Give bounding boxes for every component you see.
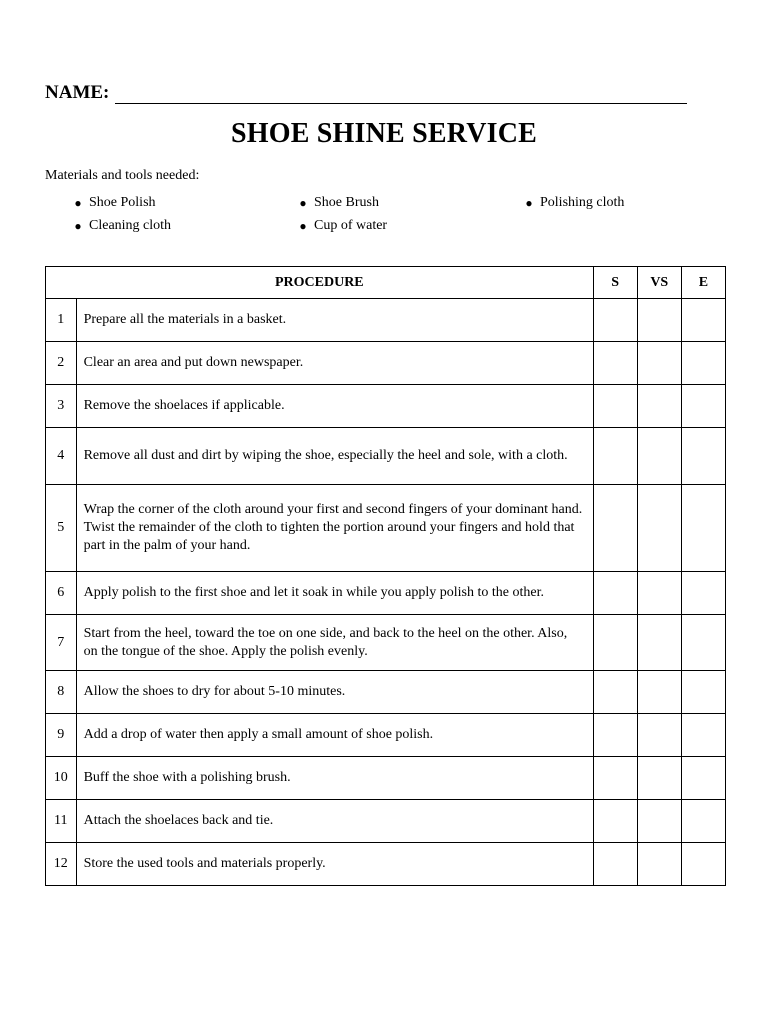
step-number: 2 — [46, 342, 77, 385]
cell-s[interactable] — [593, 671, 637, 714]
step-text: Clear an area and put down newspaper. — [76, 342, 593, 385]
step-text: Allow the shoes to dry for about 5-10 minutes. — [76, 671, 593, 714]
material-item: ● Polishing cloth — [518, 191, 624, 214]
table-row — [46, 615, 726, 671]
material-item: ● Cup of water — [292, 214, 387, 237]
step-number: 1 — [46, 299, 77, 342]
cell-e[interactable] — [681, 385, 725, 428]
step-text: Store the used tools and materials properly. — [76, 843, 593, 886]
table-row — [46, 385, 726, 428]
table-row — [46, 714, 726, 757]
step-number: 10 — [46, 757, 77, 800]
materials-column-2 — [292, 191, 387, 237]
step-text: Attach the shoelaces back and tie. — [76, 800, 593, 843]
material-item: ● Shoe Brush — [292, 191, 387, 214]
cell-e[interactable] — [681, 428, 725, 485]
material-item: ● Shoe Polish — [67, 191, 171, 214]
step-number: 4 — [46, 428, 77, 485]
cell-vs[interactable] — [637, 757, 681, 800]
bullet-icon: ● — [74, 195, 82, 210]
cell-vs[interactable] — [637, 714, 681, 757]
table-row — [46, 800, 726, 843]
cell-s[interactable] — [593, 843, 637, 886]
cell-e[interactable] — [681, 757, 725, 800]
header-e: E — [681, 267, 725, 299]
step-number: 5 — [46, 485, 77, 572]
table-header-row — [46, 267, 726, 299]
step-number: 7 — [46, 615, 77, 671]
bullet-icon: ● — [299, 195, 307, 210]
cell-e[interactable] — [681, 714, 725, 757]
cell-e[interactable] — [681, 843, 725, 886]
cell-e[interactable] — [681, 671, 725, 714]
step-text: Start from the heel, toward the toe on one side, and back to the heel on the other. Also, on the tongue of the shoe. Apply the polish evenly. — [76, 615, 593, 671]
cell-s[interactable] — [593, 572, 637, 615]
step-text: Remove all dust and dirt by wiping the shoe, especially the heel and sole, with a cloth. — [76, 428, 593, 485]
cell-s[interactable] — [593, 342, 637, 385]
table-row — [46, 843, 726, 886]
step-text: Wrap the corner of the cloth around your first and second fingers of your dominant hand. Twist the remainder of the cloth to tighten the portion around your fingers and hold that part in the palm of your hand. — [76, 485, 593, 572]
cell-s[interactable] — [593, 385, 637, 428]
procedure-table — [45, 266, 726, 886]
cell-e[interactable] — [681, 800, 725, 843]
cell-e[interactable] — [681, 485, 725, 572]
bullet-icon: ● — [525, 195, 533, 210]
header-vs: VS — [637, 267, 681, 299]
cell-s[interactable] — [593, 299, 637, 342]
cell-e[interactable] — [681, 572, 725, 615]
table-row — [46, 757, 726, 800]
step-number: 9 — [46, 714, 77, 757]
cell-vs[interactable] — [637, 572, 681, 615]
cell-s[interactable] — [593, 485, 637, 572]
page-title: SHOE SHINE SERVICE — [230, 118, 538, 149]
materials-label: Materials and tools needed: — [45, 168, 200, 183]
table-row — [46, 572, 726, 615]
bullet-icon: ● — [74, 218, 82, 233]
cell-s[interactable] — [593, 428, 637, 485]
cell-vs[interactable] — [637, 428, 681, 485]
step-text: Remove the shoelaces if applicable. — [76, 385, 593, 428]
cell-vs[interactable] — [637, 800, 681, 843]
material-item: ● Cleaning cloth — [67, 214, 171, 237]
table-row — [46, 671, 726, 714]
step-text: Buff the shoe with a polishing brush. — [76, 757, 593, 800]
cell-s[interactable] — [593, 757, 637, 800]
cell-e[interactable] — [681, 342, 725, 385]
step-text: Prepare all the materials in a basket. — [76, 299, 593, 342]
step-text: Add a drop of water then apply a small amount of shoe polish. — [76, 714, 593, 757]
table-row — [46, 342, 726, 385]
cell-vs[interactable] — [637, 671, 681, 714]
cell-vs[interactable] — [637, 843, 681, 886]
step-number: 3 — [46, 385, 77, 428]
table-row — [46, 299, 726, 342]
cell-vs[interactable] — [637, 342, 681, 385]
name-label: NAME: — [45, 82, 110, 103]
cell-s[interactable] — [593, 615, 637, 671]
cell-s[interactable] — [593, 800, 637, 843]
step-number: 8 — [46, 671, 77, 714]
cell-e[interactable] — [681, 615, 725, 671]
name-field-line — [45, 82, 687, 104]
header-procedure: PROCEDURE — [46, 267, 594, 299]
header-s: S — [593, 267, 637, 299]
name-blank[interactable] — [115, 87, 687, 104]
cell-vs[interactable] — [637, 485, 681, 572]
materials-column-3 — [518, 191, 624, 214]
step-number: 12 — [46, 843, 77, 886]
table-row — [46, 428, 726, 485]
cell-s[interactable] — [593, 714, 637, 757]
cell-vs[interactable] — [637, 299, 681, 342]
bullet-icon: ● — [299, 218, 307, 233]
step-number: 6 — [46, 572, 77, 615]
step-text: Apply polish to the first shoe and let it soak in while you apply polish to the other. — [76, 572, 593, 615]
cell-vs[interactable] — [637, 615, 681, 671]
cell-vs[interactable] — [637, 385, 681, 428]
materials-column-1 — [67, 191, 171, 237]
step-number: 11 — [46, 800, 77, 843]
cell-e[interactable] — [681, 299, 725, 342]
table-row — [46, 485, 726, 572]
